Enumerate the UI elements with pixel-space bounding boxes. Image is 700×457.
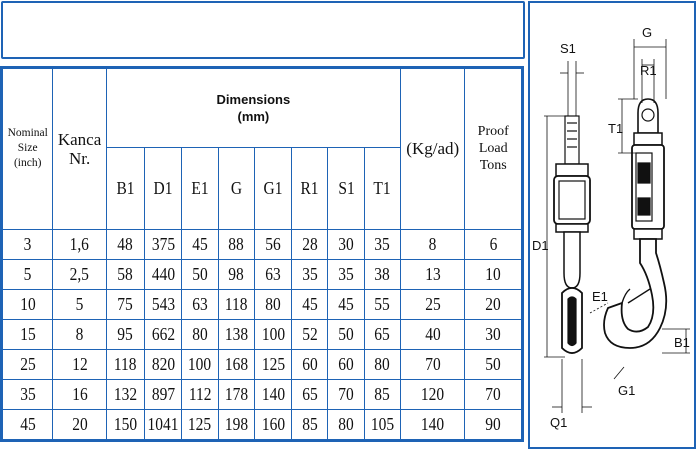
table-cell-value: 70 — [424, 353, 441, 374]
header-weight — [401, 69, 465, 230]
table-cell — [364, 319, 400, 349]
table-cell-value: 38 — [374, 263, 391, 284]
table-cell-value: 132 — [113, 383, 138, 404]
label-q1: Q1 — [550, 415, 568, 430]
table-cell — [218, 409, 254, 439]
table-cell-value: 10 — [19, 293, 36, 314]
table-cell-value: 30 — [338, 233, 354, 254]
table-cell-value: 60 — [302, 353, 318, 374]
table-cell — [401, 229, 465, 259]
table-row — [3, 289, 522, 319]
col-header-s1 — [328, 148, 364, 230]
table-cell-value: 75 — [117, 293, 134, 314]
table-cell-value: 120 — [421, 383, 445, 404]
table-cell — [401, 349, 465, 379]
label-s1: S1 — [560, 41, 576, 56]
header-weight-label: (Kg/ad) — [406, 139, 460, 159]
table-cell — [292, 259, 328, 289]
table-cell-value: 30 — [485, 323, 501, 344]
table-cell-value: 2,5 — [69, 263, 90, 284]
table-cell-value: 80 — [265, 293, 281, 314]
table-cell — [218, 259, 254, 289]
table-cell — [292, 229, 328, 259]
table-cell — [292, 409, 328, 439]
col-header-b1 — [106, 148, 144, 230]
table-cell — [106, 259, 144, 289]
table-cell — [218, 289, 254, 319]
table-cell — [218, 349, 254, 379]
table-cell-value: 50 — [338, 323, 354, 344]
table-cell-value: 8 — [75, 323, 84, 344]
table-cell-value: 15 — [19, 323, 36, 344]
table-cell — [3, 409, 53, 439]
table-cell-value: 1041 — [147, 413, 179, 434]
header-nominal-line1: Nominal — [7, 127, 48, 140]
table-cell-value: 150 — [113, 413, 138, 434]
table-cell-value: 125 — [188, 413, 212, 434]
table-cell-value: 3 — [23, 233, 32, 254]
table-cell-value: 100 — [261, 323, 285, 344]
label-t1: T1 — [608, 121, 624, 136]
table-cell-value: 63 — [265, 263, 281, 284]
table-cell-value: 125 — [261, 353, 285, 374]
table-cell-value: 28 — [302, 233, 318, 254]
label-b1: B1 — [674, 335, 690, 350]
col-header-g1-text: G1 — [263, 178, 283, 199]
col-header-g — [218, 148, 254, 230]
table-cell — [465, 319, 522, 349]
table-cell-value: 58 — [117, 263, 134, 284]
table-cell-value: 543 — [151, 293, 175, 314]
table-cell-value: 178 — [224, 383, 248, 404]
table-cell — [182, 409, 218, 439]
table-cell — [292, 319, 328, 349]
table-cell — [328, 409, 364, 439]
table-cell — [53, 379, 106, 409]
table-cell — [218, 319, 254, 349]
table-cell — [182, 349, 218, 379]
table-cell — [328, 259, 364, 289]
table-cell — [182, 319, 218, 349]
table-cell-value: 70 — [485, 383, 501, 404]
table-cell — [328, 319, 364, 349]
table-cell — [106, 229, 144, 259]
table-cell — [218, 229, 254, 259]
table-cell-value: 662 — [151, 323, 175, 344]
table-cell-value: 45 — [338, 293, 354, 314]
header-dimensions — [106, 69, 400, 148]
table-cell — [182, 379, 218, 409]
table-cell — [401, 289, 465, 319]
table-cell — [3, 229, 53, 259]
table-cell — [401, 259, 465, 289]
table-cell-value: 35 — [374, 233, 391, 254]
table-cell-value: 897 — [151, 383, 175, 404]
table-cell-value: 375 — [151, 233, 175, 254]
table-cell — [145, 349, 182, 379]
table-cell-value: 48 — [117, 233, 134, 254]
table-cell — [106, 289, 144, 319]
table-cell — [328, 349, 364, 379]
table-cell-value: 138 — [224, 323, 248, 344]
table-cell-value: 52 — [302, 323, 318, 344]
table-cell — [145, 259, 182, 289]
table-cell — [106, 319, 144, 349]
header-kanca — [53, 69, 106, 230]
table-cell-value: 63 — [192, 293, 208, 314]
table-row — [3, 229, 522, 259]
table-cell — [3, 259, 53, 289]
table-cell-value: 25 — [424, 293, 441, 314]
header-proof-load — [465, 69, 522, 230]
table-cell-value: 70 — [338, 383, 354, 404]
label-d1: D1 — [532, 238, 549, 253]
table-cell — [145, 229, 182, 259]
table-cell — [401, 409, 465, 439]
table-cell-value: 65 — [302, 383, 318, 404]
table-cell-value: 85 — [302, 413, 318, 434]
table-cell-value: 35 — [19, 383, 36, 404]
table-cell — [328, 289, 364, 319]
label-g1: G1 — [618, 383, 636, 398]
table-body — [3, 229, 522, 439]
table-cell — [364, 409, 400, 439]
table-cell — [182, 259, 218, 289]
table-cell-value: 65 — [374, 323, 391, 344]
table-cell — [364, 229, 400, 259]
label-e1: E1 — [592, 289, 608, 304]
table-cell — [328, 229, 364, 259]
header-nominal-line2: Size — [17, 142, 38, 155]
table-cell — [53, 259, 106, 289]
table-cell — [465, 349, 522, 379]
table-cell — [254, 259, 291, 289]
table-cell-value: 80 — [338, 413, 354, 434]
table-cell — [53, 319, 106, 349]
table-cell-value: 35 — [302, 263, 318, 284]
table-cell — [465, 229, 522, 259]
table-cell-value: 88 — [228, 233, 244, 254]
table-cell — [53, 229, 106, 259]
table-cell-value: 12 — [71, 353, 88, 374]
table-cell — [465, 289, 522, 319]
table-cell-value: 118 — [224, 293, 248, 314]
table-row — [3, 259, 522, 289]
title-box — [1, 1, 525, 59]
table-cell-value: 80 — [374, 353, 391, 374]
table-cell — [401, 319, 465, 349]
table-cell — [3, 289, 53, 319]
table-cell-value: 50 — [485, 353, 501, 374]
header-kanca-line1: Kanca — [57, 129, 102, 149]
table-cell-value: 45 — [19, 413, 36, 434]
table-cell — [218, 379, 254, 409]
hook-diagram — [528, 1, 696, 449]
header-dimensions-line2: (mm) — [237, 109, 270, 125]
table-cell-value: 45 — [302, 293, 318, 314]
header-proof-line3: Tons — [479, 158, 507, 174]
col-header-b1-text: B1 — [116, 178, 135, 199]
table-row — [3, 319, 522, 349]
header-dimensions-line1: Dimensions — [216, 92, 291, 108]
table-cell — [465, 379, 522, 409]
table-cell-value: 20 — [71, 413, 88, 434]
table-cell — [106, 409, 144, 439]
table-cell — [145, 289, 182, 319]
table-cell-value: 118 — [114, 353, 137, 374]
table-cell — [106, 349, 144, 379]
table-cell-value: 98 — [228, 263, 244, 284]
table-row — [3, 379, 522, 409]
header-proof-line2: Load — [478, 141, 508, 157]
table-cell-value: 20 — [485, 293, 501, 314]
table-cell — [292, 289, 328, 319]
col-header-g-text: G — [230, 178, 242, 199]
col-header-s1-text: S1 — [337, 178, 355, 199]
table-cell — [254, 229, 291, 259]
table-cell — [3, 319, 53, 349]
table-cell — [292, 379, 328, 409]
table-cell — [182, 229, 218, 259]
spec-table — [0, 66, 524, 442]
table-cell — [254, 379, 291, 409]
table-row — [3, 349, 522, 379]
table-cell-value: 35 — [338, 263, 354, 284]
front-view-hook — [554, 116, 590, 353]
table-cell-value: 160 — [261, 413, 285, 434]
table-cell — [182, 289, 218, 319]
table-cell-value: 140 — [421, 413, 445, 434]
table-cell — [465, 259, 522, 289]
table-cell — [254, 319, 291, 349]
table-cell — [364, 379, 400, 409]
table-cell-value: 90 — [485, 413, 501, 434]
table-cell-value: 10 — [485, 263, 501, 284]
col-header-e1-text: E1 — [191, 178, 209, 199]
table-cell-value: 60 — [338, 353, 354, 374]
table-cell-value: 25 — [19, 353, 36, 374]
table-cell-value: 40 — [424, 323, 441, 344]
table-cell-value: 820 — [151, 353, 175, 374]
table-cell-value: 6 — [489, 233, 498, 254]
table-cell-value: 1,6 — [69, 233, 90, 254]
table-cell-value: 5 — [75, 293, 84, 314]
table-cell — [292, 349, 328, 379]
col-header-r1-text: R1 — [300, 178, 319, 199]
table-cell — [145, 319, 182, 349]
col-header-e1 — [182, 148, 218, 230]
table-cell — [53, 349, 106, 379]
table-cell — [364, 289, 400, 319]
table-cell-value: 16 — [71, 383, 88, 404]
table-cell — [364, 259, 400, 289]
table-cell-value: 45 — [192, 233, 208, 254]
table-cell-value: 50 — [192, 263, 208, 284]
table-cell — [3, 349, 53, 379]
col-header-d1 — [145, 148, 182, 230]
dimensions-table — [2, 68, 522, 440]
hook-diagram-svg — [530, 3, 698, 451]
header-kanca-line2: Nr. — [68, 148, 91, 168]
label-g: G — [642, 25, 653, 40]
header-nominal-line3: (inch) — [13, 157, 42, 170]
table-cell — [254, 349, 291, 379]
table-cell-value: 100 — [188, 353, 212, 374]
table-cell — [254, 289, 291, 319]
header-nominal-size — [3, 69, 53, 230]
side-view-hook — [604, 99, 666, 348]
table-cell — [106, 379, 144, 409]
col-header-t1-text: T1 — [373, 178, 391, 199]
table-cell-value: 55 — [374, 293, 391, 314]
header-proof-line1: Proof — [477, 124, 509, 140]
table-cell-value: 5 — [23, 263, 32, 284]
table-cell — [53, 409, 106, 439]
col-header-t1 — [364, 148, 400, 230]
table-cell — [254, 409, 291, 439]
col-header-d1-text: D1 — [153, 178, 173, 199]
table-cell-value: 198 — [224, 413, 248, 434]
table-cell — [364, 349, 400, 379]
table-cell — [145, 379, 182, 409]
table-cell-value: 112 — [188, 383, 212, 404]
label-r1: R1 — [640, 63, 657, 78]
table-cell — [328, 379, 364, 409]
table-cell — [145, 409, 182, 439]
table-cell-value: 80 — [192, 323, 208, 344]
table-cell — [465, 409, 522, 439]
col-header-r1 — [292, 148, 328, 230]
table-cell — [53, 289, 106, 319]
table-cell-value: 95 — [117, 323, 134, 344]
table-cell-value: 85 — [374, 383, 391, 404]
table-cell-value: 440 — [151, 263, 175, 284]
table-cell-value: 13 — [424, 263, 441, 284]
col-header-g1 — [254, 148, 291, 230]
table-cell-value: 105 — [370, 413, 394, 434]
table-cell-value: 168 — [224, 353, 248, 374]
table-cell-value: 56 — [265, 233, 281, 254]
table-cell — [3, 379, 53, 409]
table-cell — [401, 379, 465, 409]
table-cell-value: 140 — [261, 383, 285, 404]
table-cell-value: 8 — [428, 233, 437, 254]
table-row — [3, 409, 522, 439]
